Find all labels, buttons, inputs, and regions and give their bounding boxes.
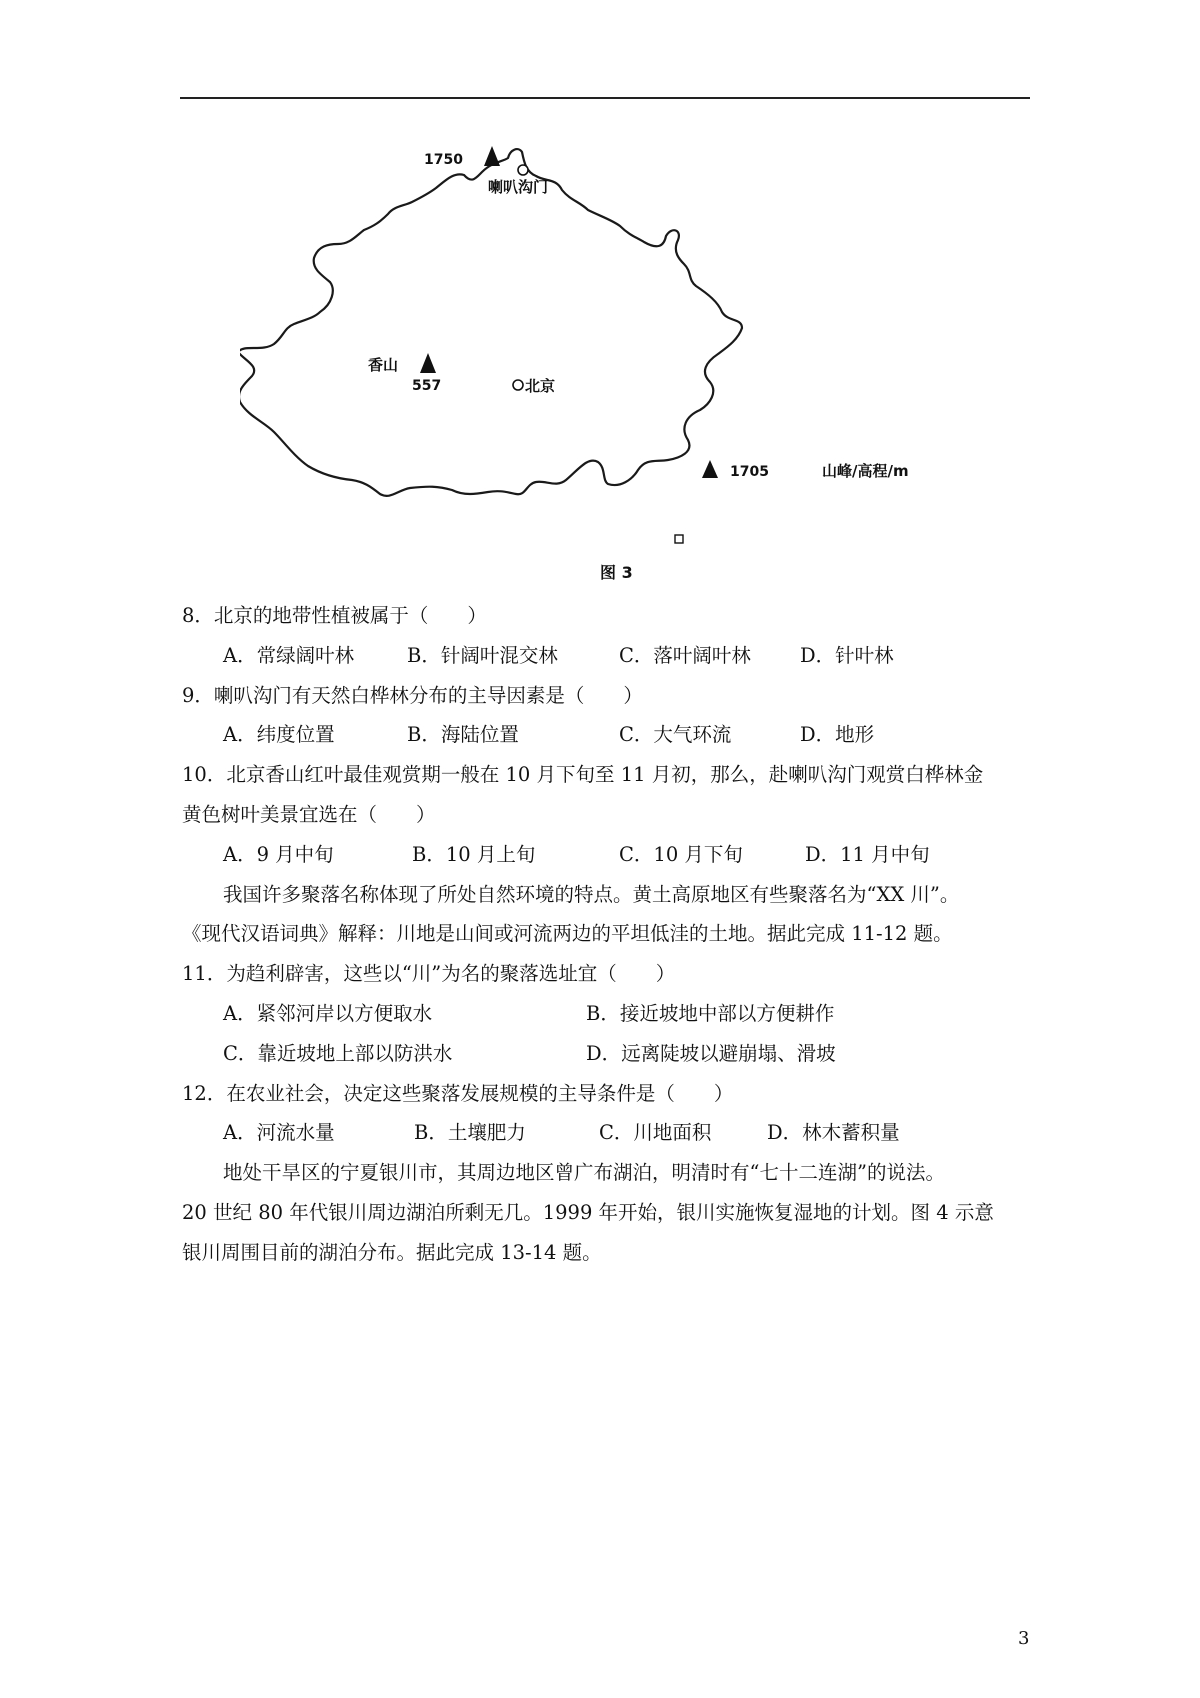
question-11-stem: 11．为趋利辟害，这些以“川”为名的聚落选址宜（ ） [182, 962, 676, 986]
option-d: D．地形 [800, 723, 875, 747]
passage-2-line3: 银川周围目前的湖泊分布。据此完成 13-14 题。 [182, 1240, 602, 1264]
option-d: D．针叶林 [800, 643, 894, 667]
beijing-boundary [240, 149, 742, 496]
page-number: 3 [1018, 1628, 1030, 1649]
option-a: A．紧邻河岸以方便取水 [223, 1001, 433, 1025]
legend-label: 山峰/高程/m [822, 462, 909, 480]
place-marker-labagoumen [518, 165, 528, 175]
peak-label-xiangshan: 香山 [368, 356, 399, 374]
option-c: C．川地面积 [599, 1121, 712, 1145]
legend-peak-icon [702, 460, 718, 478]
option-c: C．落叶阔叶林 [619, 643, 751, 667]
option-b: B．接近坡地中部以方便耕作 [586, 1001, 835, 1025]
beijing-map-figure [240, 140, 960, 600]
option-c: C．靠近坡地上部以防洪水 [223, 1041, 453, 1065]
question-10-stem-line2: 黄色树叶美景宜选在（ ） [182, 802, 436, 826]
question-10-stem-line1: 10．北京香山红叶最佳观赏期一般在 10 月下旬至 11 月初，那么，赴喇叭沟门观赏白桦林金 [182, 763, 984, 787]
option-c: C．大气环流 [619, 723, 732, 747]
place-label-beijing: 北京 [525, 377, 556, 395]
option-a: A．常绿阔叶林 [223, 643, 355, 667]
option-a: A．纬度位置 [223, 723, 335, 747]
passage-2-line2: 20 世纪 80 年代银川周边湖泊所剩无几。1999 年开始，银川实施恢复湿地的计划。图 4 示意 [182, 1200, 994, 1224]
option-a: A．9 月中旬 [223, 842, 334, 866]
question-12-options [182, 1113, 1032, 1153]
question-9-stem: 9．喇叭沟门有天然白桦林分布的主导因素是（ ） [182, 683, 643, 707]
question-11-options-row2 [182, 1034, 1032, 1074]
beijing-map [240, 140, 960, 600]
header-rule [180, 97, 1030, 99]
option-d: D．11 月中旬 [805, 842, 930, 866]
question-9-options [182, 715, 1032, 755]
passage-2-line1: 地处干旱区的宁夏银川市，其周边地区曾广布湖泊，明清时有“七十二连湖”的说法。 [223, 1161, 945, 1185]
option-a: A．河流水量 [223, 1121, 335, 1145]
option-c: C．10 月下旬 [619, 842, 743, 866]
option-b: B．10 月上旬 [412, 842, 536, 866]
question-8-options [182, 636, 1032, 676]
peak-elevation-xiangshan: 557 [412, 378, 442, 394]
figure-caption: 图 3 [600, 563, 633, 582]
option-d: D．远离陡坡以避崩塌、滑坡 [586, 1041, 836, 1065]
passage-1-line1: 我国许多聚落名称体现了所处自然环境的特点。黄土高原地区有些聚落名为“XX 川”。 [223, 882, 960, 906]
legend-elevation-example: 1705 [730, 464, 769, 480]
option-d: D．林木蓄积量 [767, 1121, 900, 1145]
question-12-stem: 12．在农业社会，决定这些聚落发展规模的主导条件是（ ） [182, 1081, 734, 1105]
question-8-stem: 8．北京的地带性植被属于（ ） [182, 604, 487, 627]
place-label-labagoumen: 喇叭沟门 [488, 178, 549, 196]
peak-icon [420, 353, 436, 373]
question-11-options-row1 [182, 994, 1032, 1034]
option-b: B．针阔叶混交林 [407, 643, 558, 667]
option-b: B．土壤肥力 [414, 1121, 526, 1145]
passage-1-line2: 《现代汉语词典》解释：川地是山间或河流两边的平坦低洼的土地。据此完成 11-12 题。 [182, 922, 953, 946]
question-content [182, 596, 1032, 1273]
peak-icon [484, 146, 500, 166]
option-b: B．海陆位置 [407, 723, 519, 747]
place-marker-beijing [513, 380, 523, 390]
peak-elevation-north: 1750 [424, 152, 463, 168]
small-square-marker [675, 535, 683, 543]
question-10-options [182, 835, 1032, 875]
